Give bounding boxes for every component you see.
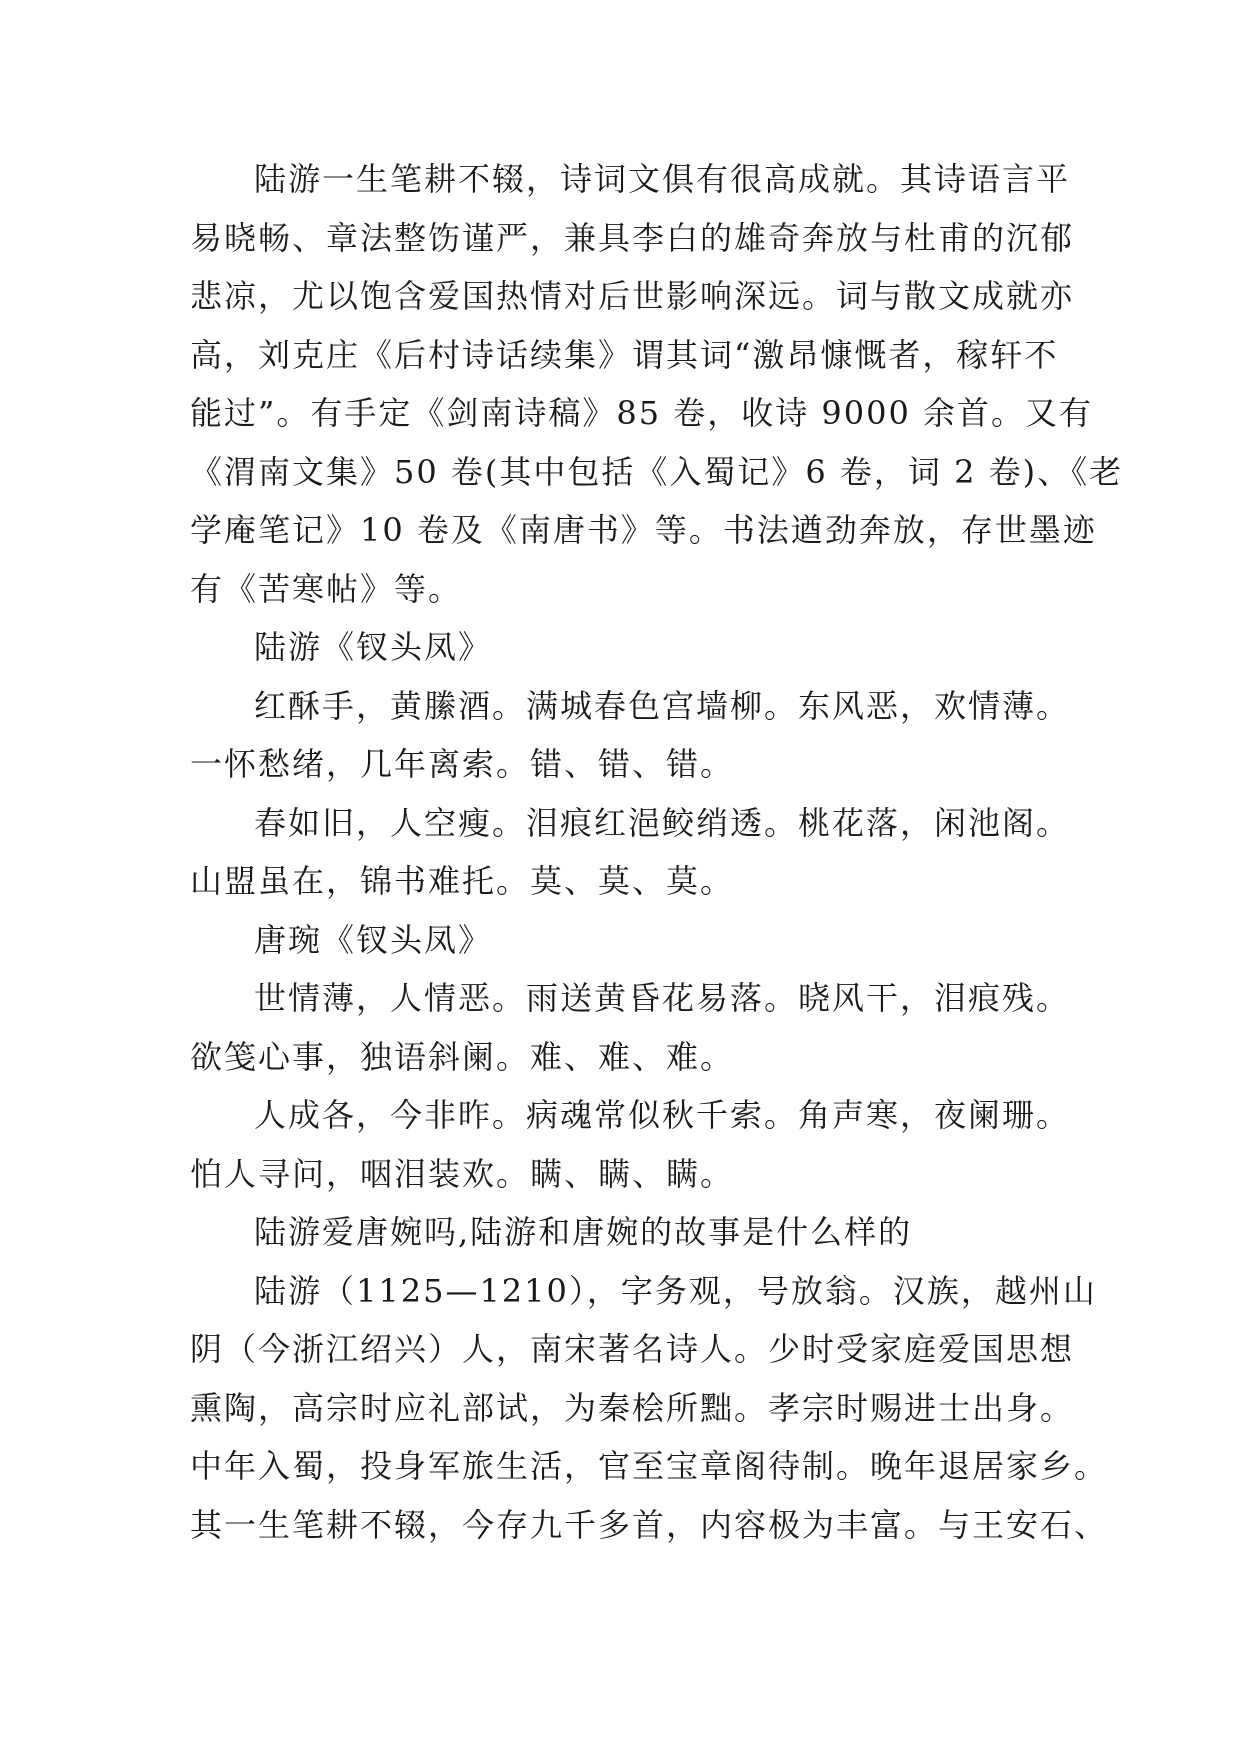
document-body <box>190 150 1124 1554</box>
text-line: 能过”。有手定《剑南诗稿》85 卷，收诗 9000 余首。又有 <box>190 394 1094 432</box>
text-line: 高，刘克庄《后村诗话续集》谓其词“激昂慷慨者，稼轩不 <box>190 335 1059 374</box>
poem-title: 陆游《钗头凤》 <box>254 628 493 666</box>
text-line: 悲凉，尤以饱含爱国热情对后世影响深远。词与散文成就亦 <box>190 277 1075 315</box>
poem-line: 人成各，今非昨。病魂常似秋千索。角声寒，夜阑珊。 <box>254 1096 1071 1134</box>
poem-line: 欲笺心事，独语斜阑。难、难、难。 <box>190 1037 735 1076</box>
poem-stanza <box>190 794 1070 911</box>
text-line: 陆游（1125—1210），字务观，号放翁。汉族，越州山 <box>254 1271 1097 1310</box>
poem-line: 世情薄，人情恶。雨送黄昏花易落。晓风干，泪痕残。 <box>254 979 1071 1017</box>
poem-line: 怕人寻问，咽泪装欢。瞒、瞒、瞒。 <box>190 1154 735 1193</box>
poem-stanza <box>190 969 1070 1086</box>
text-line: 中年入蜀，投身军旅生活，官至宝章阁待制。晚年退居家乡。 <box>190 1447 1109 1485</box>
poem-line: 春如旧，人空瘦。泪痕红浥鲛绡透。桃花落，闲池阁。 <box>254 803 1071 842</box>
text-line: 阴（今浙江绍兴）人，南宋著名诗人。少时受家庭爱国思想 <box>190 1330 1075 1368</box>
text-line: 易晓畅、章法整饬谨严，兼具李白的雄奇奔放与杜甫的沉郁 <box>190 218 1075 257</box>
section-heading: 陆游爱唐婉吗,陆游和唐婉的故事是什么样的 <box>254 1213 913 1251</box>
poem-title: 唐琬《钗头凤》 <box>254 920 493 959</box>
intro-paragraph <box>190 150 1124 618</box>
bio-paragraph <box>190 1262 1109 1555</box>
poem-stanza <box>190 677 1070 794</box>
text-line: 熏陶，高宗时应礼部试，为秦桧所黜。孝宗时赐进士出身。 <box>190 1388 1075 1427</box>
text-line: 有《苦寒帖》等。 <box>190 569 463 608</box>
poem-line: 一怀愁绪，几年离索。错、错、错。 <box>190 745 735 783</box>
text-line: 《渭南文集》50 卷(其中包括《入蜀记》6 卷，词 2 卷)、《老 <box>190 452 1124 491</box>
poem-line: 山盟虽在，锦书难托。莫、莫、莫。 <box>190 862 735 900</box>
poem-line: 红酥手，黄縢酒。满城春色宫墙柳。东风恶，欢情薄。 <box>254 686 1071 725</box>
text-line: 其一生笔耕不辍，今存九千多首，内容极为丰富。与王安石、 <box>190 1505 1109 1544</box>
text-line: 陆游一生笔耕不辍，诗词文俱有很高成就。其诗语言平 <box>254 160 1071 198</box>
text-line: 学庵笔记》10 卷及《南唐书》等。书法遒劲奔放，存世墨迹 <box>190 511 1097 549</box>
poem-stanza <box>190 1086 1070 1203</box>
